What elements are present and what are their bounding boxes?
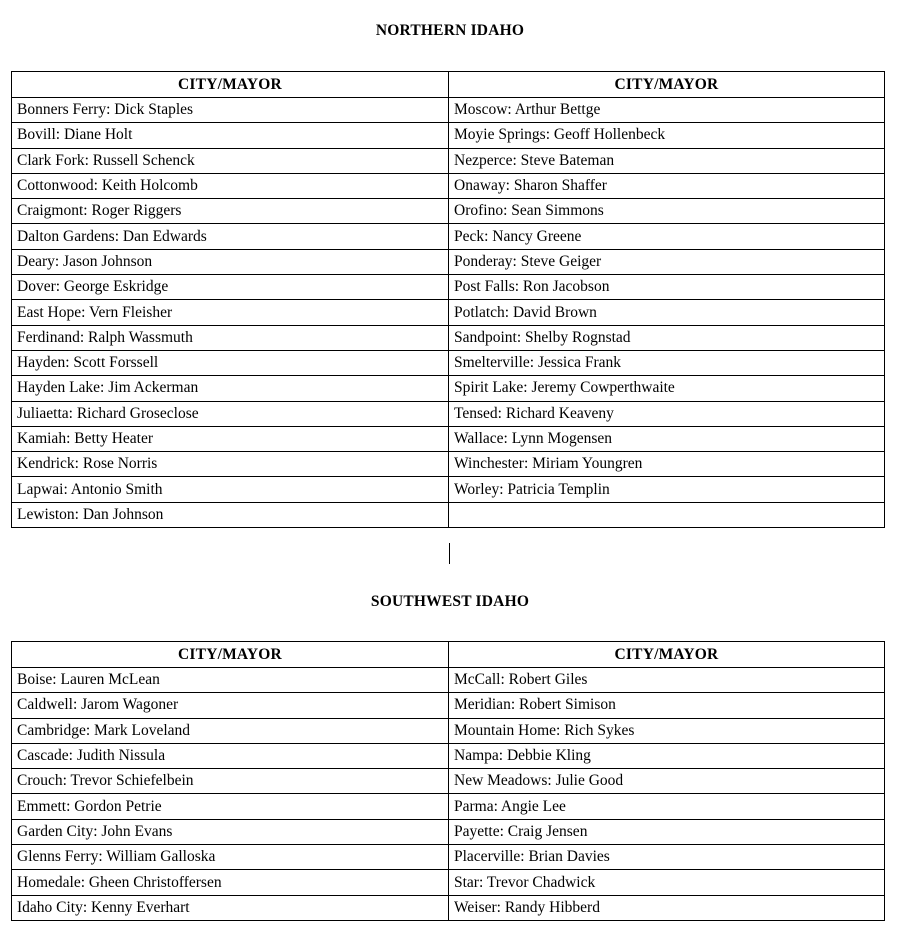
- table-row: [12, 249, 885, 274]
- city-mayor-cell-right: Payette: Craig Jensen: [449, 819, 885, 844]
- city-mayor-cell-right: Moyie Springs: Geoff Hollenbeck: [449, 123, 885, 148]
- city-mayor-cell-right: Orofino: Sean Simmons: [449, 199, 885, 224]
- city-mayor-cell-right: Meridian: Robert Simison: [449, 693, 885, 718]
- city-mayor-cell-right: Mountain Home: Rich Sykes: [449, 718, 885, 743]
- city-mayor-cell-right: Star: Trevor Chadwick: [449, 870, 885, 895]
- table-row: [12, 718, 885, 743]
- table-row: [12, 819, 885, 844]
- table-row: [12, 275, 885, 300]
- city-mayor-cell-right: Sandpoint: Shelby Rognstad: [449, 325, 885, 350]
- table-row: [12, 401, 885, 426]
- city-mayor-cell-right: Weiser: Randy Hibberd: [449, 895, 885, 920]
- city-mayor-cell-right: Wallace: Lynn Mogensen: [449, 426, 885, 451]
- table-row: [12, 350, 885, 375]
- table-header-southwest: [12, 642, 885, 668]
- city-mayor-cell-left: Lewiston: Dan Johnson: [12, 502, 449, 527]
- city-mayor-cell-left: Glenns Ferry: William Galloska: [12, 845, 449, 870]
- city-mayor-cell-right: Winchester: Miriam Youngren: [449, 452, 885, 477]
- city-mayor-cell-left: Kamiah: Betty Heater: [12, 426, 449, 451]
- city-mayor-cell-left: Garden City: John Evans: [12, 819, 449, 844]
- city-mayor-cell-left: Boise: Lauren McLean: [12, 668, 449, 693]
- city-mayor-cell-left: Deary: Jason Johnson: [12, 249, 449, 274]
- city-mayor-cell-right: McCall: Robert Giles: [449, 668, 885, 693]
- table-row: [12, 477, 885, 502]
- city-mayor-cell-left: Dover: George Eskridge: [12, 275, 449, 300]
- section-title-northern: NORTHERN IDAHO: [375, 22, 525, 39]
- city-mayor-cell-left: Crouch: Trevor Schiefelbein: [12, 769, 449, 794]
- column-header-city-mayor-right: CITY/MAYOR: [449, 642, 885, 668]
- city-mayor-cell-right: Smelterville: Jessica Frank: [449, 350, 885, 375]
- table-row: [12, 376, 885, 401]
- mayor-table-southwest: [11, 641, 885, 921]
- city-mayor-cell-right: [449, 502, 885, 527]
- city-mayor-cell-left: Cottonwood: Keith Holcomb: [12, 173, 449, 198]
- table-row: [12, 452, 885, 477]
- table-row: [12, 743, 885, 768]
- table-row: [12, 870, 885, 895]
- city-mayor-cell-right: Spirit Lake: Jeremy Cowperthwaite: [449, 376, 885, 401]
- city-mayor-cell-right: Parma: Angie Lee: [449, 794, 885, 819]
- table-row: [12, 123, 885, 148]
- city-mayor-cell-right: Nampa: Debbie Kling: [449, 743, 885, 768]
- table-row: [12, 668, 885, 693]
- table-row: [12, 224, 885, 249]
- city-mayor-cell-left: Hayden Lake: Jim Ackerman: [12, 376, 449, 401]
- table-row: [12, 794, 885, 819]
- city-mayor-cell-right: Nezperce: Steve Bateman: [449, 148, 885, 173]
- city-mayor-cell-left: Cambridge: Mark Loveland: [12, 718, 449, 743]
- column-header-city-mayor-left: CITY/MAYOR: [12, 642, 449, 668]
- table-row: [12, 693, 885, 718]
- table-row: [12, 895, 885, 920]
- table-body-northern: [12, 98, 885, 528]
- city-mayor-cell-left: Dalton Gardens: Dan Edwards: [12, 224, 449, 249]
- city-mayor-cell-left: Juliaetta: Richard Groseclose: [12, 401, 449, 426]
- column-header-city-mayor-left: CITY/MAYOR: [12, 72, 449, 98]
- city-mayor-cell-right: Placerville: Brian Davies: [449, 845, 885, 870]
- table-row: [12, 769, 885, 794]
- table-body-southwest: [12, 668, 885, 921]
- table-row: [12, 148, 885, 173]
- city-mayor-cell-right: New Meadows: Julie Good: [449, 769, 885, 794]
- table-header-row: [12, 642, 885, 668]
- city-mayor-cell-left: Cascade: Judith Nissula: [12, 743, 449, 768]
- table-row: [12, 300, 885, 325]
- city-mayor-cell-left: Kendrick: Rose Norris: [12, 452, 449, 477]
- mayor-table-northern: [11, 71, 885, 528]
- city-mayor-cell-left: Caldwell: Jarom Wagoner: [12, 693, 449, 718]
- city-mayor-cell-left: Idaho City: Kenny Everhart: [12, 895, 449, 920]
- city-mayor-cell-right: Peck: Nancy Greene: [449, 224, 885, 249]
- column-header-city-mayor-right: CITY/MAYOR: [449, 72, 885, 98]
- table-row: [12, 199, 885, 224]
- city-mayor-cell-right: Onaway: Sharon Shaffer: [449, 173, 885, 198]
- city-mayor-cell-left: Bovill: Diane Holt: [12, 123, 449, 148]
- city-mayor-cell-right: Moscow: Arthur Bettge: [449, 98, 885, 123]
- city-mayor-cell-left: Lapwai: Antonio Smith: [12, 477, 449, 502]
- text-caret-artifact: [449, 543, 450, 564]
- city-mayor-cell-right: Ponderay: Steve Geiger: [449, 249, 885, 274]
- city-mayor-cell-right: Worley: Patricia Templin: [449, 477, 885, 502]
- table-header-northern: [12, 72, 885, 98]
- city-mayor-cell-left: Homedale: Gheen Christoffersen: [12, 870, 449, 895]
- city-mayor-cell-left: Clark Fork: Russell Schenck: [12, 148, 449, 173]
- city-mayor-cell-left: Emmett: Gordon Petrie: [12, 794, 449, 819]
- city-mayor-cell-left: Hayden: Scott Forssell: [12, 350, 449, 375]
- table-row: [12, 845, 885, 870]
- city-mayor-cell-left: East Hope: Vern Fleisher: [12, 300, 449, 325]
- city-mayor-cell-left: Bonners Ferry: Dick Staples: [12, 98, 449, 123]
- city-mayor-cell-left: Craigmont: Roger Riggers: [12, 199, 449, 224]
- table-row: [12, 173, 885, 198]
- table-row: [12, 98, 885, 123]
- city-mayor-cell-right: Tensed: Richard Keaveny: [449, 401, 885, 426]
- table-row: [12, 502, 885, 527]
- section-title-southwest: SOUTHWEST IDAHO: [370, 593, 530, 610]
- city-mayor-cell-right: Potlatch: David Brown: [449, 300, 885, 325]
- table-row: [12, 426, 885, 451]
- city-mayor-cell-left: Ferdinand: Ralph Wassmuth: [12, 325, 449, 350]
- table-header-row: [12, 72, 885, 98]
- table-row: [12, 325, 885, 350]
- city-mayor-cell-right: Post Falls: Ron Jacobson: [449, 275, 885, 300]
